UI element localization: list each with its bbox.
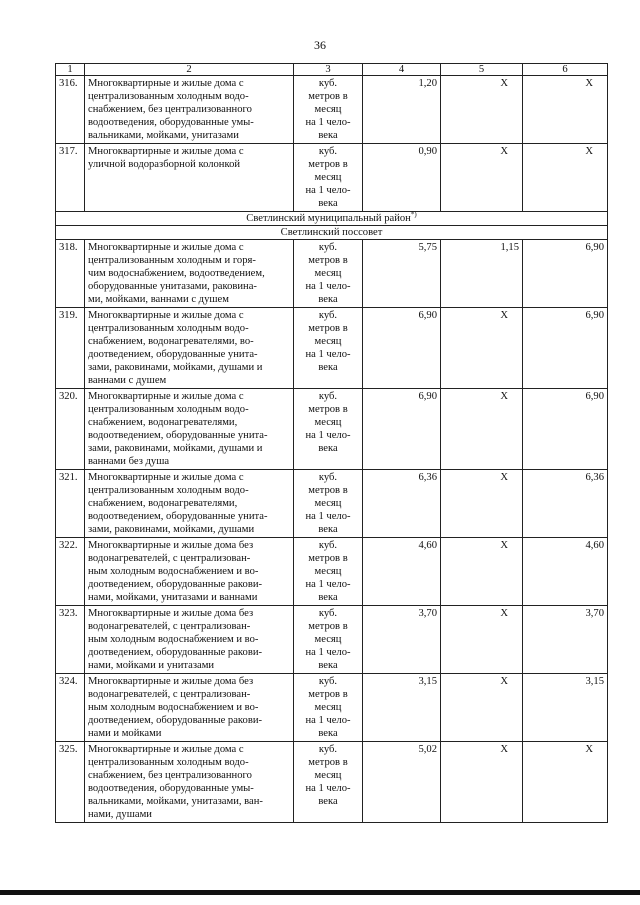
unit-line: на 1 чело- xyxy=(305,349,351,360)
row-description xyxy=(85,538,294,606)
unit-line: месяц xyxy=(314,172,342,183)
value-col4: 4,60 xyxy=(363,538,441,606)
description-line: снабжением, водонагревателями, во- xyxy=(88,336,254,347)
description-line: Многоквартирные и жилые дома с xyxy=(88,744,244,755)
table-row xyxy=(56,76,608,144)
row-unit xyxy=(294,470,363,538)
value-col4: 6,90 xyxy=(363,308,441,389)
unit-line: куб. xyxy=(318,78,338,89)
value-col6: 6,90 xyxy=(523,389,608,470)
description-line: ным холодным водоснабжением и во- xyxy=(88,702,259,713)
row-description xyxy=(85,308,294,389)
unit-line: на 1 чело- xyxy=(305,579,351,590)
unit-line: метров в xyxy=(308,485,348,496)
table-row xyxy=(56,606,608,674)
unit-line: на 1 чело- xyxy=(305,117,351,128)
unit-line: метров в xyxy=(308,404,348,415)
description-line: зами, раковинами, мойками, душами xyxy=(88,524,255,535)
description-line: доотведением, оборудованные ракови- xyxy=(88,715,263,726)
description-line: зами, раковинами, мойками, душами и xyxy=(88,362,263,373)
unit-line: метров в xyxy=(308,323,348,334)
description-line: ным холодным водоснабжением и во- xyxy=(88,566,259,577)
row-number: 322. xyxy=(56,538,85,606)
row-description xyxy=(85,389,294,470)
row-number: 320. xyxy=(56,389,85,470)
table-row xyxy=(56,538,608,606)
value-col5: Х xyxy=(441,308,523,389)
row-number: 316. xyxy=(56,76,85,144)
row-number: 318. xyxy=(56,240,85,308)
description-line: нами и мойками xyxy=(88,728,162,739)
unit-line: метров в xyxy=(308,689,348,700)
unit-line: куб. xyxy=(318,242,338,253)
unit-line: куб. xyxy=(318,472,338,483)
description-line: снабжением, без централизованного xyxy=(88,104,252,115)
row-unit xyxy=(294,389,363,470)
unit-line: века xyxy=(318,728,338,739)
value-col6: 6,90 xyxy=(523,308,608,389)
unit-line: века xyxy=(318,443,338,454)
unit-line: на 1 чело- xyxy=(305,430,351,441)
table-row xyxy=(56,470,608,538)
description-line: водоотведения, оборудованные умы- xyxy=(88,783,254,794)
description-line: водонагревателей, с централизован- xyxy=(88,689,251,700)
description-line: оборудованные унитазами, раковина- xyxy=(88,281,257,292)
value-col5: Х xyxy=(441,538,523,606)
description-line: водоотведением, оборудованные унита- xyxy=(88,511,268,522)
value-col5: Х xyxy=(441,742,523,823)
unit-line: месяц xyxy=(314,566,342,577)
table-row xyxy=(56,389,608,470)
row-description xyxy=(85,606,294,674)
unit-line: метров в xyxy=(308,91,348,102)
description-line: Многоквартирные и жилые дома с xyxy=(88,78,244,89)
bottom-rule xyxy=(0,890,640,895)
value-col6: 4,60 xyxy=(523,538,608,606)
row-unit xyxy=(294,144,363,212)
section-municipal-text: Светлинский муниципальный район xyxy=(246,213,411,224)
description-line: снабжением, водонагревателями, xyxy=(88,417,238,428)
row-unit xyxy=(294,674,363,742)
row-description xyxy=(85,742,294,823)
unit-line: века xyxy=(318,294,338,305)
page-number: 36 xyxy=(314,38,326,52)
row-description xyxy=(85,674,294,742)
unit-line: на 1 чело- xyxy=(305,715,351,726)
unit-line: века xyxy=(318,592,338,603)
description-line: нами, мойками и унитазами xyxy=(88,660,215,671)
table-body-sections xyxy=(56,212,608,240)
row-unit xyxy=(294,240,363,308)
description-line: централизованным холодным водо- xyxy=(88,757,249,768)
description-line: централизованным холодным водо- xyxy=(88,485,249,496)
description-line: нами, мойками, унитазами и ваннами xyxy=(88,592,258,603)
unit-line: куб. xyxy=(318,676,338,687)
row-unit xyxy=(294,742,363,823)
unit-line: месяц xyxy=(314,336,342,347)
description-line: уличной водоразборной колонкой xyxy=(88,159,241,170)
column-number: 6 xyxy=(523,64,608,76)
unit-line: метров в xyxy=(308,159,348,170)
section-settlement-text: Светлинский поссовет xyxy=(280,227,383,238)
value-col5: Х xyxy=(441,606,523,674)
unit-line: века xyxy=(318,796,338,807)
description-line: Многоквартирные и жилые дома с xyxy=(88,310,244,321)
row-number: 323. xyxy=(56,606,85,674)
row-number: 319. xyxy=(56,308,85,389)
description-line: централизованным холодным водо- xyxy=(88,91,249,102)
table-body-lower xyxy=(56,240,608,823)
description-line: нами, душами xyxy=(88,809,152,820)
value-col6: 3,15 xyxy=(523,674,608,742)
unit-line: куб. xyxy=(318,146,338,157)
table-row xyxy=(56,240,608,308)
value-col4: 6,90 xyxy=(363,389,441,470)
value-col4: 5,02 xyxy=(363,742,441,823)
value-col6: Х xyxy=(523,144,608,212)
description-line: ваннами с душем xyxy=(88,375,167,386)
description-line: водоотведения, оборудованные умы- xyxy=(88,117,254,128)
table-row xyxy=(56,742,608,823)
unit-line: месяц xyxy=(314,770,342,781)
description-line: доотведением, оборудованные ракови- xyxy=(88,579,263,590)
description-line: Многоквартирные и жилые дома без xyxy=(88,608,254,619)
value-col6: 6,90 xyxy=(523,240,608,308)
description-line: ваннами без душа xyxy=(88,456,170,467)
section-row-municipal xyxy=(56,212,608,226)
unit-line: века xyxy=(318,524,338,535)
unit-line: метров в xyxy=(308,553,348,564)
column-number: 3 xyxy=(294,64,363,76)
row-description xyxy=(85,240,294,308)
description-line: Многоквартирные и жилые дома с xyxy=(88,472,244,483)
unit-line: века xyxy=(318,198,338,209)
value-col5: 1,15 xyxy=(441,240,523,308)
column-number: 1 xyxy=(56,64,85,76)
footnote-mark: *) xyxy=(410,210,417,219)
value-col5: Х xyxy=(441,389,523,470)
description-line: Многоквартирные и жилые дома без xyxy=(88,540,254,551)
value-col6: Х xyxy=(523,742,608,823)
unit-line: месяц xyxy=(314,702,342,713)
row-number: 325. xyxy=(56,742,85,823)
description-line: вальниками, мойками, унитазами, ван- xyxy=(88,796,263,807)
value-col4: 1,20 xyxy=(363,76,441,144)
unit-line: метров в xyxy=(308,621,348,632)
row-unit xyxy=(294,308,363,389)
description-line: Многоквартирные и жилые дома с xyxy=(88,391,244,402)
table-row xyxy=(56,144,608,212)
column-number: 2 xyxy=(85,64,294,76)
unit-line: на 1 чело- xyxy=(305,185,351,196)
table-row xyxy=(56,308,608,389)
unit-line: куб. xyxy=(318,608,338,619)
section-heading xyxy=(56,212,608,226)
unit-line: века xyxy=(318,660,338,671)
unit-line: месяц xyxy=(314,634,342,645)
column-number: 4 xyxy=(363,64,441,76)
row-description xyxy=(85,470,294,538)
row-description xyxy=(85,76,294,144)
value-col4: 5,75 xyxy=(363,240,441,308)
section-heading xyxy=(56,226,608,240)
description-line: доотведением, оборудованные ракови- xyxy=(88,647,263,658)
description-line: вальниками, мойками, унитазами xyxy=(88,130,239,141)
row-unit xyxy=(294,606,363,674)
table-row xyxy=(56,674,608,742)
value-col5: Х xyxy=(441,470,523,538)
value-col5: Х xyxy=(441,674,523,742)
value-col4: 3,70 xyxy=(363,606,441,674)
value-col6: 6,36 xyxy=(523,470,608,538)
unit-line: месяц xyxy=(314,417,342,428)
description-line: централизованным холодным водо- xyxy=(88,404,249,415)
unit-line: месяц xyxy=(314,498,342,509)
description-line: зами, раковинами, мойками, душами и xyxy=(88,443,263,454)
unit-line: метров в xyxy=(308,255,348,266)
unit-line: месяц xyxy=(314,268,342,279)
description-line: Многоквартирные и жилые дома с xyxy=(88,146,244,157)
unit-line: на 1 чело- xyxy=(305,281,351,292)
row-number: 324. xyxy=(56,674,85,742)
description-line: Многоквартирные и жилые дома без xyxy=(88,676,254,687)
column-number-row xyxy=(56,64,608,76)
unit-line: на 1 чело- xyxy=(305,783,351,794)
value-col4: 6,36 xyxy=(363,470,441,538)
description-line: водоотведением, оборудованные унита- xyxy=(88,430,268,441)
row-unit xyxy=(294,76,363,144)
value-col4: 3,15 xyxy=(363,674,441,742)
unit-line: куб. xyxy=(318,391,338,402)
row-unit xyxy=(294,538,363,606)
description-line: ми, мойками, ваннами с душем xyxy=(88,294,229,305)
description-line: доотведением, оборудованные унита- xyxy=(88,349,258,360)
value-col6: Х xyxy=(523,76,608,144)
value-col4: 0,90 xyxy=(363,144,441,212)
column-number: 5 xyxy=(441,64,523,76)
description-line: снабжением, водонагревателями, xyxy=(88,498,238,509)
description-line: ным холодным водоснабжением и во- xyxy=(88,634,259,645)
unit-line: на 1 чело- xyxy=(305,647,351,658)
row-number: 321. xyxy=(56,470,85,538)
description-line: чим водоснабжением, водоотведением, xyxy=(88,268,265,279)
description-line: Многоквартирные и жилые дома с xyxy=(88,242,244,253)
unit-line: на 1 чело- xyxy=(305,511,351,522)
unit-line: куб. xyxy=(318,540,338,551)
section-row-settlement xyxy=(56,226,608,240)
consumption-norms-table xyxy=(55,63,608,823)
unit-line: метров в xyxy=(308,757,348,768)
description-line: водонагревателей, с централизован- xyxy=(88,553,251,564)
row-number: 317. xyxy=(56,144,85,212)
unit-line: куб. xyxy=(318,744,338,755)
value-col5: Х xyxy=(441,144,523,212)
unit-line: века xyxy=(318,362,338,373)
unit-line: месяц xyxy=(314,104,342,115)
row-description xyxy=(85,144,294,212)
table-body-upper xyxy=(56,64,608,212)
description-line: централизованным холодным водо- xyxy=(88,323,249,334)
description-line: централизованным холодным и горя- xyxy=(88,255,256,266)
unit-line: куб. xyxy=(318,310,338,321)
description-line: водонагревателей, с централизован- xyxy=(88,621,251,632)
unit-line: века xyxy=(318,130,338,141)
value-col6: 3,70 xyxy=(523,606,608,674)
value-col5: Х xyxy=(441,76,523,144)
description-line: снабжением, без централизованного xyxy=(88,770,252,781)
